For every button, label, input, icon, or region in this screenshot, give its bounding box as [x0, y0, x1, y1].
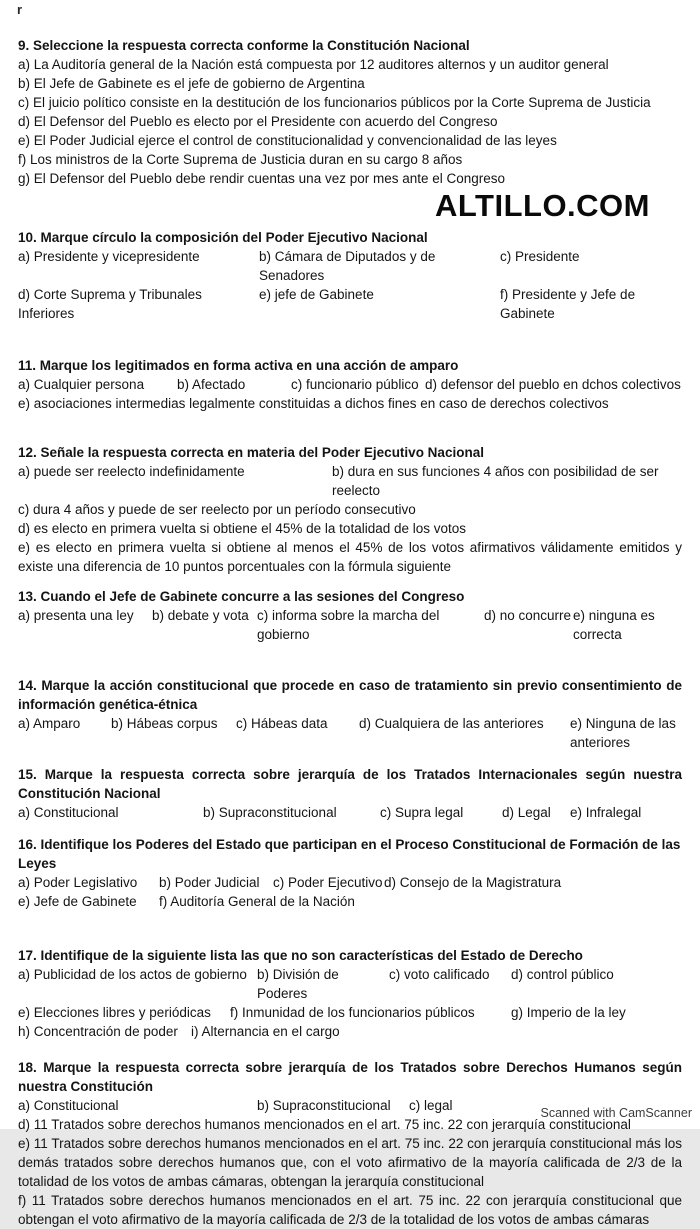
answer-option: c) Poder Ejecutivo	[273, 875, 383, 890]
option-row	[18, 150, 682, 169]
option-row	[18, 247, 682, 285]
altillo-watermark: ALTILLO.COM	[435, 188, 650, 223]
answer-option: b) El Jefe de Gabinete es el jefe de gobierno de Argentina	[18, 76, 365, 91]
answer-option: b) debate y vota	[152, 608, 249, 623]
option-row	[18, 131, 682, 150]
option-row	[18, 169, 682, 188]
option-row	[18, 803, 682, 822]
answer-option: i) Alternancia en el cargo	[191, 1024, 340, 1039]
answer-option: a) Constitucional	[18, 805, 119, 820]
questions	[18, 36, 682, 1229]
camscanner-credit: Scanned with CamScanner	[540, 1106, 692, 1120]
answer-option: b) Supraconstitucional	[257, 1098, 391, 1113]
question-10-heading: 10. Marque círculo la composición del Poder Ejecutivo Nacional	[18, 230, 428, 245]
answer-option: e) asociaciones intermedias legalmente constituidas a dichos fines en caso de derechos colectivos	[18, 396, 609, 411]
answer-option: f) 11 Tratados sobre derechos humanos mencionados en el art. 75 inc. 22 con jerarquía constitucional que obtengan el voto afirmativo de la mayoría calificada de 2/3 de la totalidad de los votos de ambas cámaras	[18, 1193, 682, 1227]
question-11	[18, 356, 682, 413]
answer-option: e) Elecciones libres y periódicas	[18, 1005, 211, 1020]
question-12-heading: 12. Señale la respuesta correcta en materia del Poder Ejecutivo Nacional	[18, 445, 484, 460]
question-15	[18, 765, 682, 822]
question-16	[18, 835, 682, 911]
answer-option: e) Infralegal	[570, 805, 642, 820]
question-16-heading: 16. Identifique los Poderes del Estado que participan en el Proceso Constitucional de Formación de las Leyes	[18, 837, 681, 871]
question-18-heading: 18. Marque la respuesta correcta sobre jerarquía de los Tratados sobre Derechos Humanos según nuestra Constitución	[18, 1060, 682, 1094]
answer-option: b) dura en sus funciones 4 años con posibilidad de ser reelecto	[332, 464, 659, 498]
question-15-heading: 15. Marque la respuesta correcta sobre jerarquía de los Tratados Internacionales según nuestra Constitución Nacional	[18, 767, 682, 801]
answer-option: c) funcionario público	[291, 377, 419, 392]
answer-option: a) puede ser reelecto indefinidamente	[18, 464, 245, 479]
question-13-heading: 13. Cuando el Jefe de Gabinete concurre a las sesiones del Congreso	[18, 589, 465, 604]
answer-option: a) presenta una ley	[18, 608, 134, 623]
answer-option: d) 11 Tratados sobre derechos humanos mencionados en el art. 75 inc. 22 con jerarquía constitucional	[18, 1117, 631, 1132]
answer-option: c) dura 4 años y puede de ser reelecto por un período consecutivo	[18, 502, 416, 517]
option-row	[18, 285, 682, 323]
answer-option: c) legal	[409, 1098, 453, 1113]
answer-option: b) División de Poderes	[257, 967, 339, 1001]
answer-option: c) voto calificado	[389, 967, 490, 982]
answer-option: c) Presidente	[500, 249, 580, 264]
option-row	[18, 500, 682, 519]
question-14-heading: 14. Marque la acción constitucional que procede en caso de tratamiento sin previo consentimiento de información genética-étnica	[18, 678, 682, 712]
option-row	[18, 112, 682, 131]
option-row	[18, 1022, 682, 1041]
answer-option: c) El juicio político consiste en la destitución de los funcionarios públicos por la Corte Suprema de Justicia	[18, 95, 651, 110]
answer-option: a) Amparo	[18, 716, 81, 731]
answer-option: e) Ninguna de las anteriores	[570, 716, 676, 750]
question-13	[18, 587, 682, 644]
option-row	[18, 394, 682, 413]
option-row	[18, 519, 682, 538]
answer-option: g) Imperio de la ley	[511, 1005, 626, 1020]
option-row	[18, 965, 682, 1003]
option-row	[18, 873, 682, 892]
option-row	[18, 606, 682, 644]
answer-option: a) Poder Legislativo	[18, 875, 138, 890]
answer-option: d) El Defensor del Pueblo es electo por el Presidente con acuerdo del Congreso	[18, 114, 498, 129]
answer-option: e) jefe de Gabinete	[259, 287, 374, 302]
answer-option: a) Cualquier persona	[18, 377, 145, 392]
answer-option: g) El Defensor del Pueblo debe rendir cuentas una vez por mes ante el Congreso	[18, 171, 506, 186]
answer-option: e) Jefe de Gabinete	[18, 894, 137, 909]
answer-option: d) Legal	[502, 805, 551, 820]
question-9	[18, 36, 682, 188]
answer-option: e) es electo en primera vuelta si obtiene al menos el 45% de los votos afirmativos válidamente emitidos y existe una diferencia de 10 puntos porcentuales con la fórmula siguiente	[18, 540, 682, 574]
answer-option: b) Supraconstitucional	[203, 805, 337, 820]
answer-option: d) defensor del pueblo en dchos colectivos	[425, 377, 681, 392]
option-row	[18, 375, 682, 394]
answer-option: f) Inmunidad de los funcionarios públicos	[230, 1005, 475, 1020]
answer-option: f) Auditoría General de la Nación	[159, 894, 355, 909]
answer-option: c) informa sobre la marcha del gobierno	[257, 608, 440, 642]
answer-option: b) Afectado	[177, 377, 246, 392]
scan-artifact-mark: r	[17, 2, 23, 17]
answer-option: b) Hábeas corpus	[111, 716, 218, 731]
option-row	[18, 462, 682, 500]
answer-option: f) Los ministros de la Corte Suprema de Justicia duran en su cargo 8 años	[18, 152, 463, 167]
answer-option: a) Constitucional	[18, 1098, 119, 1113]
question-9-heading: 9. Seleccione la respuesta correcta conforme la Constitución Nacional	[18, 38, 470, 53]
option-row	[18, 892, 682, 911]
question-18	[18, 1058, 682, 1229]
answer-option: d) es electo en primera vuelta si obtiene el 45% de la totalidad de los votos	[18, 521, 467, 536]
answer-option: d) control público	[511, 967, 614, 982]
answer-option: e) El Poder Judicial ejerce el control de constitucionalidad y convencionalidad de las leyes	[18, 133, 557, 148]
question-17-heading: 17. Identifique de la siguiente lista las que no son características del Estado de Derecho	[18, 948, 583, 963]
answer-option: a) Presidente y vicepresidente	[18, 249, 200, 264]
answer-option: e) 11 Tratados sobre derechos humanos mencionados en el art. 75 inc. 22 con jerarquía constitucional más los demás tratados sobre derechos humanos que, con el voto afirmativo de la mayoría calificada de 2/3 de la totalidad de los votos de ambas cámaras, obtengan la jerarquía constitucional	[18, 1136, 682, 1189]
option-row	[18, 1003, 682, 1022]
answer-option: e) ninguna es correcta	[573, 608, 655, 642]
answer-option: d) Cualquiera de las anteriores	[359, 716, 544, 731]
option-row	[18, 1134, 682, 1191]
answer-option: a) La Auditoría general de la Nación está compuesta por 12 auditores alternos y un auditor general	[18, 57, 609, 72]
option-row	[18, 74, 682, 93]
answer-option: d) no concurre	[484, 608, 572, 623]
answer-option: c) Hábeas data	[236, 716, 328, 731]
answer-option: a) Publicidad de los actos de gobierno	[18, 967, 247, 982]
option-row	[18, 538, 682, 576]
option-row	[18, 93, 682, 112]
answer-option: b) Poder Judicial	[159, 875, 260, 890]
option-row	[18, 714, 682, 752]
option-row	[18, 1191, 682, 1229]
option-row	[18, 55, 682, 74]
answer-option: f) Presidente y Jefe de Gabinete	[500, 287, 636, 321]
answer-option: d) Consejo de la Magistratura	[384, 875, 562, 890]
question-10	[18, 228, 682, 323]
question-14	[18, 676, 682, 752]
question-17	[18, 946, 682, 1041]
answer-option: c) Supra legal	[380, 805, 464, 820]
question-12	[18, 443, 682, 576]
answer-option: h) Concentración de poder	[18, 1024, 178, 1039]
answer-option: d) Corte Suprema y Tribunales Inferiores	[18, 287, 202, 321]
answer-option: b) Cámara de Diputados y de Senadores	[259, 249, 436, 283]
question-11-heading: 11. Marque los legitimados en forma activa en una acción de amparo	[18, 358, 459, 373]
